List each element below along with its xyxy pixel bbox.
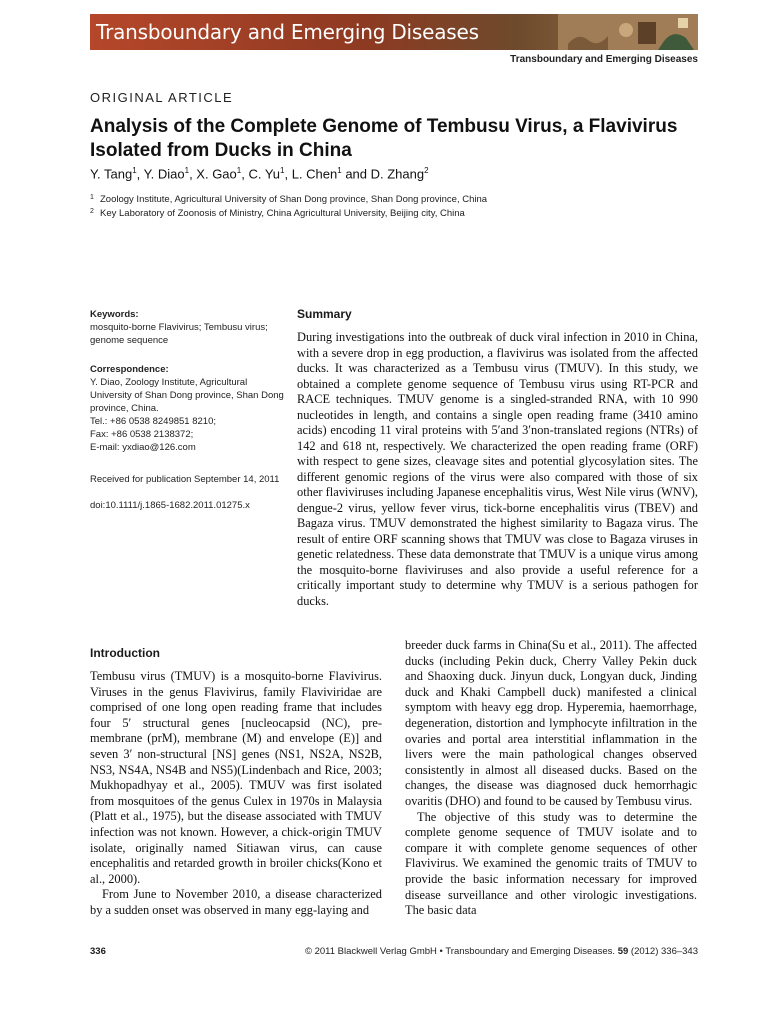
page-number: 336 — [90, 946, 106, 957]
keywords-label: Keywords: — [90, 309, 139, 320]
author: D. Zhang — [370, 166, 425, 182]
body-paragraph: Tembusu virus (TMUV) is a mosquito-borne Flavivirus. Viruses in the genus Flavivirus, family Flaviviridae are comprised of one long open reading frame that includes four 5′ structural genes [nucleocapsid (NC), pre-membrane (prM), membrane (M) and envelope (E)] and seven 3′ non-structural [NS] genes (NS1, NS2A, NS2B, NS3, NS4A, NS4B and NS5)(Lindenbach and Rice, 2003; Mukhopadhyay et al., 2005). TMUV was first isolated from mosquitoes of the genus Culex in 1970s in Malaysia (Platt et al., 1975), but the disease associated with TMUV infection was not known. However, a chick-origin TMUV isolate, originally named Sitiawan virus, can cause encephalitis and retarded growth in broiler chicks(Kono et al., 2000). — [90, 669, 382, 886]
correspondence-line: University of Shan Dong province, Shan Dong — [90, 390, 284, 401]
article-title: Analysis of the Complete Genome of Tembusu Virus, a Flavivirus Isolated from Ducks in China — [90, 116, 678, 161]
author: L. Chen — [291, 166, 338, 182]
body-paragraph: The objective of this study was to determine the complete genome sequence of TMUV isolate and to compare it with complete genome sequences of other Flavivirus. We examined the genomic traits of TMUV to provide the basic information necessary for improved disease surveillance and other virologic investigations. The basic data — [405, 809, 697, 918]
year-pages: (2012) 336–343 — [630, 946, 698, 957]
doi-link[interactable]: doi:10.1111/j.1865-1682.2011.01275.x — [90, 500, 250, 511]
affiliation-2 — [90, 208, 465, 219]
correspondence-line: Tel.: +86 0538 8249851 8210; — [90, 416, 216, 427]
volume-number: 59 — [617, 946, 629, 957]
correspondence-line: Fax: +86 0538 2138372; — [90, 429, 194, 440]
author-affil-mark: 1 — [132, 166, 137, 175]
author: X. Gao — [196, 166, 237, 182]
author-affil-mark: 2 — [424, 166, 429, 175]
summary-heading: Summary — [297, 307, 352, 321]
author: C. Yu — [248, 166, 281, 182]
body-paragraph: From June to November 2010, a disease characterized by a sudden onset was observed in many egg-laying and — [90, 887, 382, 917]
affiliation-number: 1 — [90, 194, 94, 201]
author-affil-mark: 1 — [184, 166, 190, 175]
banner-artwork-icon — [558, 14, 698, 50]
body-paragraph: breeder duck farms in China(Su et al., 2011). The affected ducks (including Pekin duck, Cherry Valley Pekin duck and Shaoxing duck. Jinyun duck, Longyan duck, Jinding duck and Khaki Campbell duck) manifested a clinical symptom with heavy egg drop. Hyperemia, haemorrhage, degeneration, distortion and lymphocyte infiltration in the ovaries and portal area interstitial inflammation in the livers were the main pathological changes observed consistently in almost all diseased ducks. Based on the changes, the disease was diagnosed duck hemorrhagic ovaritis (DHO) and found to be caused by Tembusu virus. — [405, 638, 697, 808]
article-type: ORIGINAL ARTICLE — [90, 90, 234, 105]
author: Y. Diao — [143, 166, 185, 182]
journal-tag: Transboundary and Emerging Diseases — [510, 54, 698, 65]
keywords-line: mosquito-borne Flavivirus; Tembusu virus; — [90, 322, 268, 333]
journal-banner — [90, 14, 698, 50]
keywords-block — [90, 308, 290, 347]
author-affil-mark: 1 — [236, 166, 242, 175]
body-column-left — [90, 669, 382, 919]
banner-title: Transboundary and Emerging Diseases — [96, 20, 479, 44]
author: Y. Tang — [90, 166, 133, 182]
affiliation-number: 2 — [90, 208, 94, 215]
correspondence-line: Y. Diao, Zoology Institute, Agricultural — [90, 377, 248, 388]
author-affil-mark: 1 — [337, 166, 342, 175]
summary-text: During investigations into the outbreak of duck viral infection in 2010 in China, with a severe drop in egg production, a flavivirus was isolated from the affected ducks. It was characterized as a Tembusu virus (TMUV). In this study, we obtained a complete genome sequence of Tembusu virus using RT-PCR and RACE techniques. TMUV genome is a singled-stranded RNA, with 10 990 nucleotides in length, and contains a single open reading frame (3410 amino acids) encoding 11 viral proteins with 5′and 3′non-translated regions (NTRs) of 142 and 618 nt, respectively. We characterized the open reading frame (ORF) with respect to gene sizes, cleavage sites and potential glycosylation sites. The different genomic regions of the virus were also compared with those of six other flaviviruses including Japanese encephalitis virus, West Nile virus (WNV), dengue-2 virus, yellow fever virus, tick-borne encephalitis virus (TBEV) and Bagaza virus. TMUV demonstrated the highest similarity to Bagaza virus. The result of entire ORF scanning shows that TMUV was close to Bagaza viruses in genetic relatedness. These data demonstrate that TMUV is a unique virus among the mosquito-borne flaviviruses and also provide a useful reference for a critically important study to determine why TMUV is a serious pathogen for ducks. — [297, 330, 698, 608]
affiliation-1 — [90, 194, 487, 205]
author-list: Y. Tang$^1$, Y. Diao$^1$, X. Gao$^1$, C. Yu$^1$, L. Chen$^1$ and D. Zhang$^2$ — [90, 166, 429, 182]
keywords-line: genome sequence — [90, 335, 169, 346]
correspondence-label: Correspondence: — [90, 364, 169, 375]
introduction-heading: Introduction — [90, 646, 160, 660]
copyright-text: © 2011 Blackwell Verlag GmbH • Transboundary and Emerging Diseases. — [304, 946, 616, 957]
footer-citation — [305, 946, 698, 957]
correspondence-block — [90, 363, 290, 454]
body-column-right — [405, 638, 697, 919]
affiliation-text: Key Laboratory of Zoonosis of Ministry, China Agricultural University, Beijing city, China — [100, 208, 465, 219]
received-date: Received for publication September 14, 2011 — [90, 474, 280, 485]
author-affil-mark: 1 — [280, 166, 285, 175]
affiliation-text: Zoology Institute, Agricultural University of Shan Dong province, Shan Dong province, China — [100, 194, 488, 205]
email-link[interactable]: E-mail: yxdiao@126.com — [90, 442, 196, 453]
correspondence-line: province, China. — [90, 403, 159, 414]
